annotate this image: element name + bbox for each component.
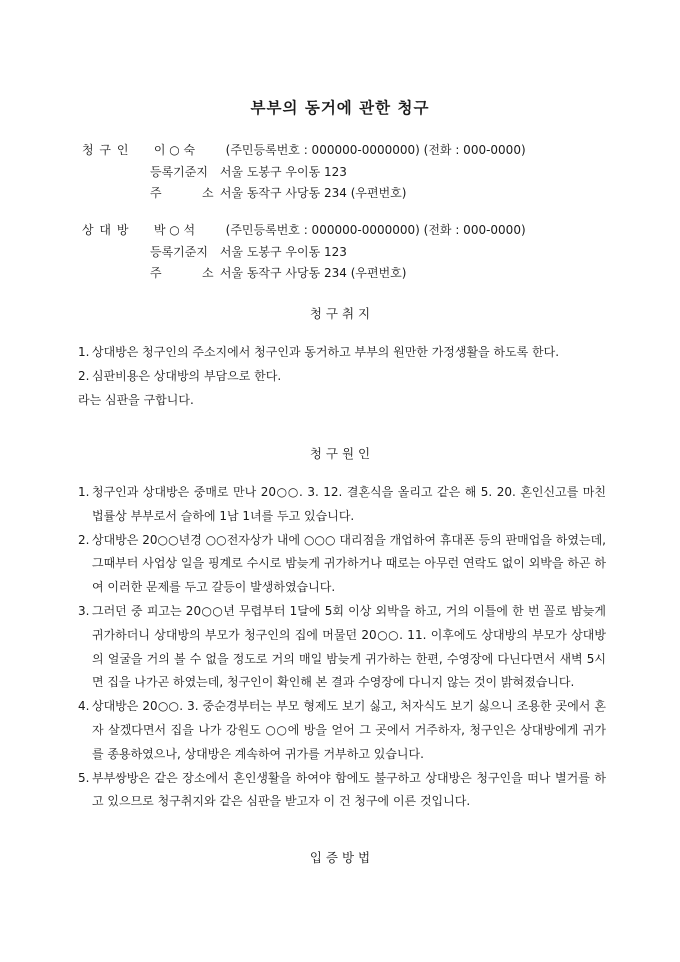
cause-item-number: 5. xyxy=(78,770,90,785)
claimant-registry-label: 등록기준지 xyxy=(150,164,208,179)
cause-item xyxy=(78,600,606,695)
purpose-list xyxy=(78,341,606,412)
purpose-item-number: 2. xyxy=(78,368,90,383)
purpose-closing: 라는 심판을 구합니다. xyxy=(78,392,194,407)
claimant-address-label2: 소 xyxy=(202,186,214,200)
purpose-item-text: 상대방은 청구인의 주소지에서 청구인과 동거하고 부부의 원만한 가정생활을 하도록 한다. xyxy=(92,345,560,359)
cause-heading: 청 구 원 인 xyxy=(309,446,371,461)
cause-item xyxy=(78,767,606,815)
claimant-address-value: 서울 동작구 사당동 234 (우편번호) xyxy=(219,186,407,200)
cause-item-number: 4. xyxy=(78,699,90,714)
cause-item-text: 상대방은 20○○. 3. 중순경부터는 부모 형제도 보기 싫고, 처자식도 보기 싫으니 조용한 곳에서 혼자 살겠다면서 집을 나가 강원도 ○○에 방을 얻어 그 곳에서 거주하자, 청구인은 상대방에게 귀가를 종용하였으나, 상대방은 계속하여 귀가를 거부하고 있습니다. xyxy=(92,699,606,761)
respondent-address-label: 주 xyxy=(150,266,162,280)
claimant-id-phone: (주민등록번호 : 000000-0000000) (전화 : 000-0000) xyxy=(225,143,526,157)
cause-item xyxy=(78,481,606,529)
cause-item-text: 부부쌍방은 같은 장소에서 혼인생활을 하여야 함에도 불구하고 상대방은 청구인을 떠나 별거를 하고 있으므로 청구취지와 같은 심판을 받고자 이 건 청구에 이른 것입니다. xyxy=(92,770,606,809)
cause-item-text: 청구인과 상대방은 중매로 만나 20○○. 3. 12. 결혼식을 올리고 같은 해 5. 20. 혼인신고를 마친 법률상 부부로서 슬하에 1남 1녀를 두고 있습니다. xyxy=(92,485,606,523)
claimant-block xyxy=(82,140,642,205)
respondent-id-phone: (주민등록번호 : 000000-0000000) (전화 : 000-0000) xyxy=(225,223,526,237)
claimant-address-label: 주 xyxy=(150,186,162,200)
respondent-address-value: 서울 동작구 사당동 234 (우편번호) xyxy=(219,266,407,280)
purpose-item xyxy=(78,365,606,389)
respondent-block xyxy=(82,220,642,285)
purpose-heading: 청 구 취 지 xyxy=(309,306,371,321)
respondent-registry-label: 등록기준지 xyxy=(150,244,208,259)
respondent-address-label2: 소 xyxy=(202,266,214,280)
claimant-label: 청 구 인 xyxy=(82,143,130,157)
cause-item-number: 2. xyxy=(78,532,90,547)
evidence-heading: 입 증 방 법 xyxy=(309,850,371,865)
respondent-label: 상 대 방 xyxy=(82,223,130,237)
cause-item-text: 상대방은 20○○년경 ○○전자상가 내에 ○○○ 대리점을 개업하여 휴대폰 등의 판매업을 하였는데, 그때부터 사업상 일을 핑계로 수시로 밤늦게 귀가하거나 때로는 아무런 연락도 없이 외박을 하곤 하여 이러한 문제를 두고 갈등이 발생하였습니다. xyxy=(92,532,606,595)
cause-list xyxy=(78,481,606,814)
respondent-name: 박 ○ 석 xyxy=(153,223,196,237)
cause-item xyxy=(78,695,606,766)
claimant-registry-value: 서울 도봉구 우이동 123 xyxy=(219,164,347,179)
purpose-item xyxy=(78,341,606,365)
cause-item-number: 3. xyxy=(78,603,90,618)
respondent-registry-value: 서울 도봉구 우이동 123 xyxy=(219,244,347,259)
purpose-item-number: 1. xyxy=(78,345,90,359)
document-title: 부부의 동거에 관한 청구 xyxy=(250,99,430,117)
purpose-item-text: 심판비용은 상대방의 부담으로 한다. xyxy=(92,368,282,383)
cause-item xyxy=(78,529,606,600)
cause-item-number: 1. xyxy=(78,485,90,499)
claimant-name: 이 ○ 숙 xyxy=(153,143,196,157)
cause-item-text: 그러던 중 피고는 20○○년 무렵부터 1달에 5회 이상 외박을 하고, 거의 이틀에 한 번 꼴로 밤늦게 귀가하더니 상대방의 부모가 청구인의 집에 머물던 20○○. 11. 이후에도 상대방의 부모가 상대방의 얼굴을 거의 볼 수 없을 정도로 거의 매일 밤늦게 귀가하는 한편, 수영장에 다닌다면서 새벽 5시면 집을 나가곤 하였는데, 청구인이 확인해 본 결과 수영장에 다니지 않는 것이 밝혀졌습니다. xyxy=(92,603,606,690)
